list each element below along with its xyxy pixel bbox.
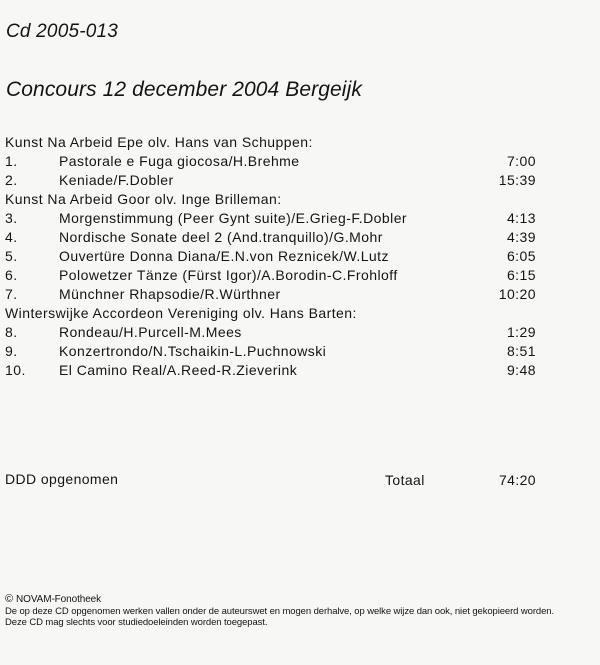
track-row: [0, 171, 600, 190]
track-title: Pastorale e Fuga giocosa/H.Brehme: [59, 153, 300, 169]
track-duration: 4:13: [506, 210, 536, 226]
track-title: Keniade/F.Dobler: [59, 172, 174, 188]
track-row: [0, 152, 600, 171]
track-duration: 15:39: [498, 172, 536, 188]
track-row: [0, 247, 600, 266]
track-title: El Camino Real/A.Reed-R.Zieverink: [59, 362, 298, 378]
track-number: 3.: [5, 210, 18, 226]
track-number: 9.: [5, 343, 18, 359]
track-list: [0, 133, 600, 380]
track-number: 10.: [5, 362, 26, 378]
track-title: Ouvertüre Donna Diana/E.N.von Reznicek/W.Lutz: [59, 248, 389, 264]
recording-format: DDD opgenomen: [5, 471, 119, 487]
track-row: [0, 228, 600, 247]
track-row: [0, 361, 600, 380]
ensemble-heading: Winterswijke Accordeon Vereniging olv. Hans Barten:: [5, 305, 357, 321]
track-number: 2.: [5, 172, 18, 188]
track-row: [0, 342, 600, 361]
track-row: [0, 323, 600, 342]
track-row: [0, 285, 600, 304]
track-number: 8.: [5, 324, 18, 340]
track-number: 6.: [5, 267, 18, 283]
concert-title: Concours 12 december 2004 Bergeijk: [6, 78, 362, 101]
total-label: Totaal: [385, 472, 425, 488]
catalog-number: Cd 2005-013: [6, 21, 119, 42]
track-title: Polowetzer Tänze (Fürst Igor)/A.Borodin-C.Frohloff: [59, 267, 398, 283]
copyright-holder: NOVAM-Fonotheek: [16, 594, 102, 605]
track-duration: 7:00: [506, 153, 536, 169]
track-duration: 10:20: [498, 286, 536, 302]
copyright-notice: De op deze CD opgenomen werken vallen onder de auteurswet en mogen derhalve, op welke wijze dan ook, niet gekopieerd worden.: [5, 605, 554, 617]
track-duration: 4:39: [506, 229, 536, 245]
track-number: 7.: [5, 286, 18, 302]
copyright-line: [5, 594, 565, 606]
track-number: 1.: [5, 153, 18, 169]
track-title: Morgenstimmung (Peer Gynt suite)/E.Grieg-F.Dobler: [59, 210, 408, 226]
track-title: Münchner Rhapsodie/R.Würthner: [59, 286, 281, 302]
track-duration: 6:05: [506, 248, 536, 264]
copyright-icon: ©: [5, 593, 14, 605]
ensemble-heading: Kunst Na Arbeid Goor olv. Inge Brilleman:: [5, 191, 282, 207]
track-title: Rondeau/H.Purcell-M.Mees: [59, 324, 242, 340]
track-row: [0, 266, 600, 285]
legal-footer: [5, 594, 565, 629]
track-title: Konzertrondo/N.Tschaikin-L.Puchnowski: [59, 343, 327, 359]
total-duration: 74:20: [498, 472, 536, 488]
ensemble-heading: Kunst Na Arbeid Epe olv. Hans van Schuppen:: [5, 134, 313, 150]
usage-notice: Deze CD mag slechts voor studiedoeleinden worden toegepast.: [5, 617, 268, 628]
track-duration: 6:15: [506, 267, 536, 283]
track-duration: 9:48: [506, 362, 536, 378]
track-duration: 1:29: [506, 324, 536, 340]
track-duration: 8:51: [506, 343, 536, 359]
track-row: [0, 209, 600, 228]
track-number: 5.: [5, 248, 18, 264]
track-title: Nordische Sonate deel 2 (And.tranquillo)/G.Mohr: [59, 229, 383, 245]
track-number: 4.: [5, 229, 18, 245]
